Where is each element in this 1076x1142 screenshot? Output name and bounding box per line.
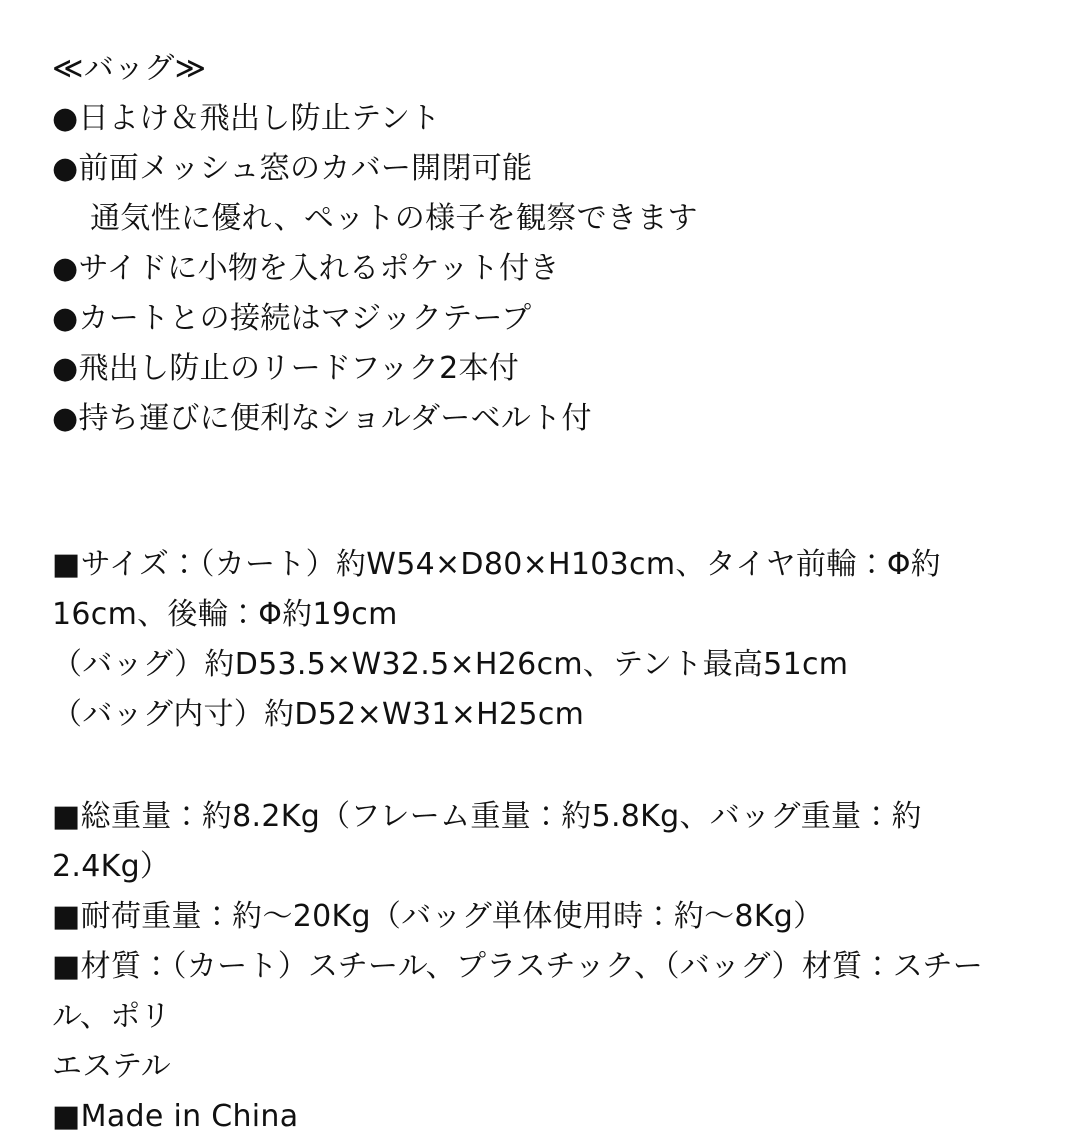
size-section — [52, 540, 1020, 740]
spec-line-total-weight: ■総重量：約8.2Kg（フレーム重量：約5.8Kg、バッグ重量：約2.4Kg） — [52, 799, 922, 884]
section-spacer — [52, 740, 1020, 792]
spec-line-origin: ■Made in China — [52, 1099, 299, 1134]
spec-line-material: ■材質：（カート）スチール、プラスチック、（バッグ）材質：スチール、ポリ — [52, 949, 984, 1034]
bag-feature-subtext: 通気性に優れ、ペットの様子を観察できます — [90, 201, 698, 236]
bag-feature-item: ●持ち運びに便利なショルダーベルト付 — [52, 401, 592, 436]
spec-line-load-capacity: ■耐荷重量：約〜20Kg（バッグ単体使用時：約〜8Kg） — [52, 899, 824, 934]
bag-section — [52, 44, 1020, 444]
bag-feature-item: ●日よけ＆飛出し防止テント — [52, 101, 441, 136]
size-line: ■サイズ：（カート）約W54×D80×H103cm、タイヤ前輪：Φ約 — [52, 547, 942, 582]
bag-section-heading: ≪バッグ≫ — [52, 51, 207, 86]
size-line: （バッグ内寸）約D52×W31×H25cm — [52, 697, 585, 732]
section-spacer — [52, 444, 1020, 540]
size-line: （バッグ）約D53.5×W32.5×H26cm、テント最高51cm — [52, 647, 849, 682]
bag-feature-item: ●前面メッシュ窓のカバー開閉可能 — [52, 151, 533, 186]
spec-section — [52, 792, 1020, 1142]
bag-feature-item: ●飛出し防止のリードフック2本付 — [52, 351, 520, 386]
bag-feature-item: ●カートとの接続はマジックテープ — [52, 301, 532, 336]
spec-line-material-cont: エステル — [52, 1049, 172, 1084]
size-line: 16cm、後輪：Φ約19cm — [52, 597, 398, 632]
bag-feature-item: ●サイドに小物を入れるポケット付き — [52, 251, 560, 286]
